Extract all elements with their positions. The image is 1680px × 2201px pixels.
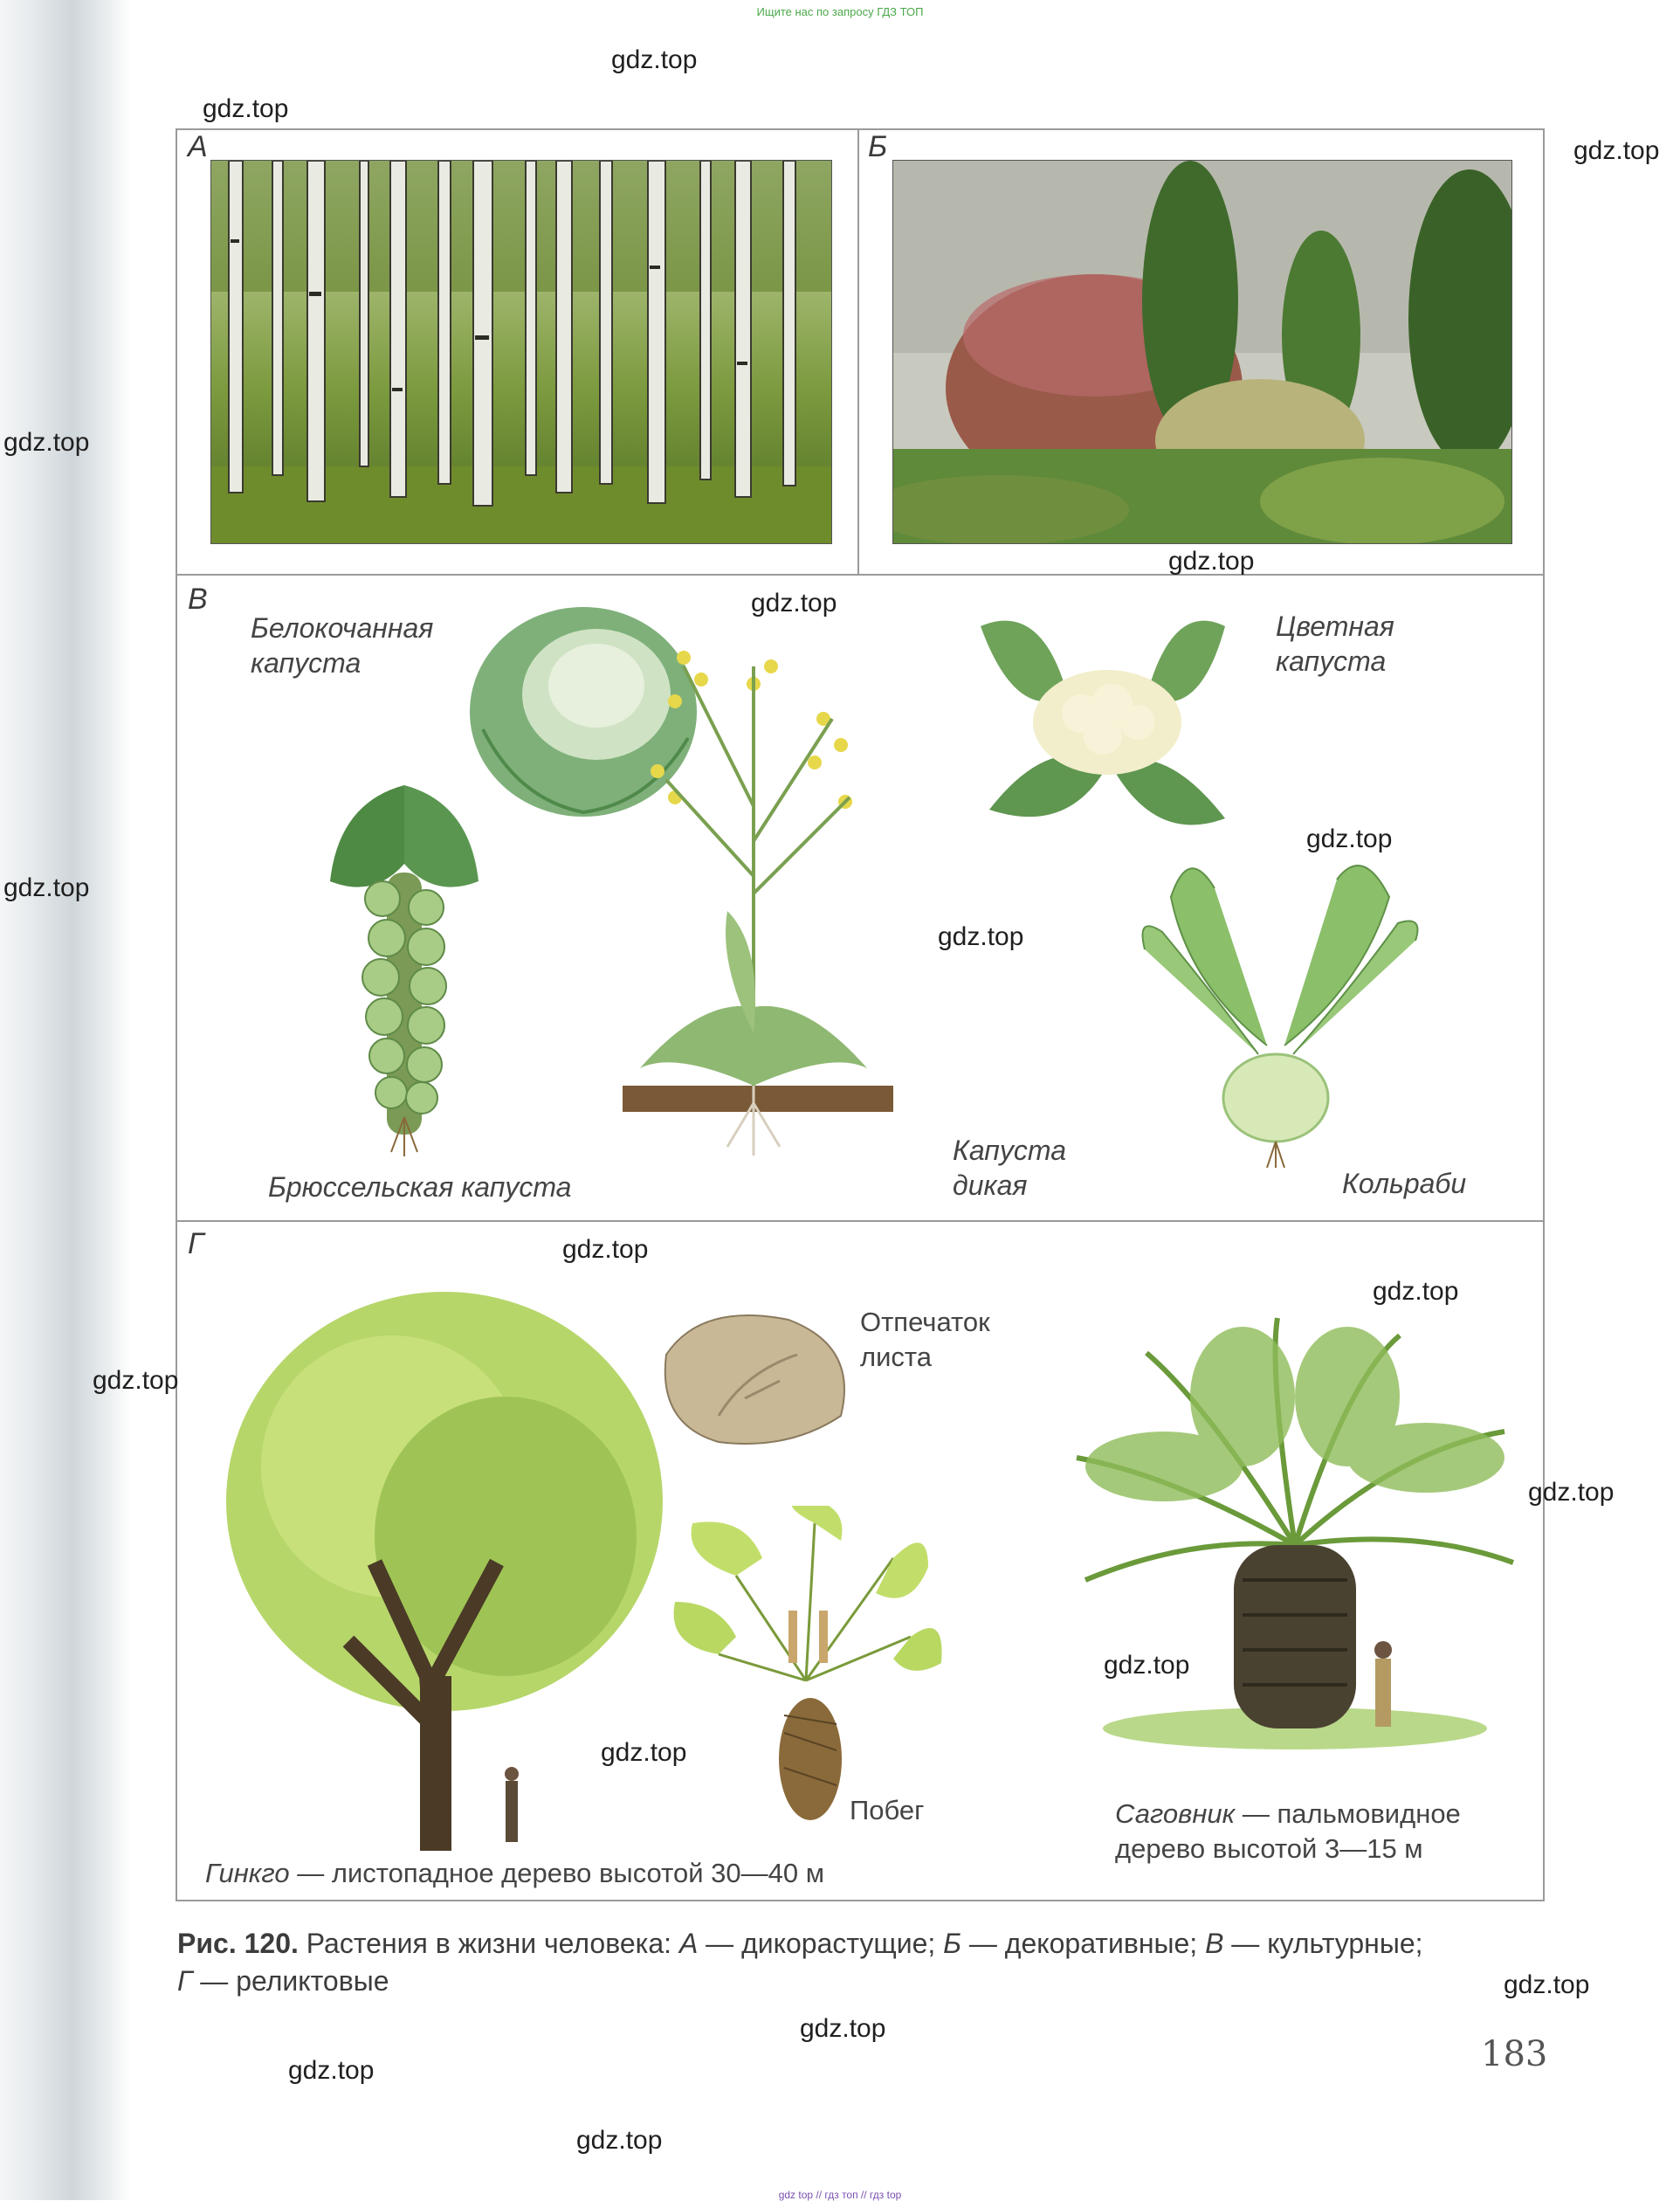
kohlrabi-illustration bbox=[1136, 845, 1424, 1168]
caption-tb: — декоративные; bbox=[960, 1928, 1206, 1959]
book-spine-shadow bbox=[0, 0, 131, 2200]
watermark: gdz.top bbox=[1306, 825, 1393, 853]
caption-v: В bbox=[1205, 1928, 1224, 1959]
cycad-name: Саговник bbox=[1115, 1798, 1236, 1829]
watermark: gdz.top bbox=[288, 2056, 375, 2085]
watermark: gdz.top bbox=[751, 589, 837, 618]
divider-g bbox=[177, 1220, 1543, 1222]
panel-b-letter: Б bbox=[868, 130, 888, 163]
label-cycad bbox=[1115, 1797, 1534, 1866]
label-ginkgo bbox=[205, 1856, 904, 1891]
watermark: gdz.top bbox=[562, 1235, 649, 1264]
leaf-print-text: Отпечаток листа bbox=[860, 1307, 990, 1372]
ginkgo-shoot-illustration bbox=[666, 1506, 946, 1829]
birch-forest-photo bbox=[210, 160, 832, 544]
label-leaf-print bbox=[860, 1305, 1035, 1375]
top-note: Ищите нас по запросу ГДЗ ТОП bbox=[756, 5, 924, 18]
watermark: gdz.top bbox=[1573, 136, 1660, 165]
wild-cabbage-illustration bbox=[623, 631, 893, 1156]
caption-ta: — дикорастущие; bbox=[698, 1928, 944, 1959]
panel-g-letter: Г bbox=[188, 1227, 204, 1260]
watermark: gdz.top bbox=[938, 922, 1024, 951]
label-brussels: Брюссельская капуста bbox=[268, 1171, 572, 1203]
panel-v-letter: В bbox=[188, 583, 208, 616]
watermark: gdz.top bbox=[3, 428, 90, 457]
cauliflower-illustration bbox=[963, 591, 1251, 845]
watermark: gdz.top bbox=[1504, 1970, 1590, 1999]
page-number: 183 bbox=[1481, 2034, 1548, 2074]
caption-tv: — культурные; bbox=[1223, 1928, 1423, 1959]
watermark: gdz.top bbox=[203, 94, 289, 123]
panel-a-letter: А bbox=[188, 130, 208, 163]
figure-120 bbox=[176, 128, 1545, 1901]
watermark: gdz.top bbox=[93, 1366, 179, 1395]
ginkgo-desc: — листопадное дерево высотой 30—40 м bbox=[289, 1858, 825, 1888]
ornamental-garden-photo bbox=[892, 160, 1512, 544]
watermark: gdz.top bbox=[1168, 547, 1255, 576]
brussels-sprouts-illustration bbox=[304, 768, 505, 1161]
label-white-cabbage: Белокочанная капуста bbox=[251, 612, 434, 679]
divider-v bbox=[177, 574, 1543, 576]
caption-text-1: Растения в жизни человека: bbox=[298, 1928, 679, 1959]
watermark: gdz.top bbox=[1528, 1478, 1615, 1507]
watermark: gdz.top bbox=[611, 45, 698, 74]
watermark: gdz.top bbox=[576, 2126, 663, 2155]
caption-a: А bbox=[678, 1928, 699, 1959]
label-shoot: Побег bbox=[850, 1795, 925, 1825]
caption-g: Г bbox=[177, 1965, 193, 1997]
ginkgo-name: Гинкго bbox=[205, 1858, 290, 1888]
label-cauliflower: Цветная капуста bbox=[1276, 611, 1394, 677]
label-kohlrabi: Кольраби bbox=[1342, 1168, 1467, 1199]
bottom-note: gdz top // гдз топ // гдз top bbox=[778, 2189, 902, 2201]
cycad-desc-1: — пальмовидное bbox=[1235, 1798, 1461, 1829]
watermark: gdz.top bbox=[3, 873, 90, 902]
watermark: gdz.top bbox=[1104, 1651, 1190, 1680]
watermark: gdz.top bbox=[800, 2014, 886, 2043]
watermark: gdz.top bbox=[601, 1738, 687, 1767]
figure-ref: Рис. 120. bbox=[177, 1928, 299, 1959]
divider-ab bbox=[857, 130, 859, 574]
caption-b: Б bbox=[943, 1928, 961, 1959]
figure-caption bbox=[177, 1925, 1539, 2000]
caption-tg: — реликтовые bbox=[192, 1965, 389, 1997]
cycad-tree-illustration bbox=[1068, 1301, 1522, 1755]
cycad-desc-2: дерево высотой 3—15 м bbox=[1115, 1833, 1423, 1864]
label-wild-cabbage: Капуста дикая bbox=[953, 1135, 1066, 1201]
watermark: gdz.top bbox=[1373, 1277, 1459, 1306]
leaf-imprint-fossil bbox=[649, 1302, 858, 1451]
